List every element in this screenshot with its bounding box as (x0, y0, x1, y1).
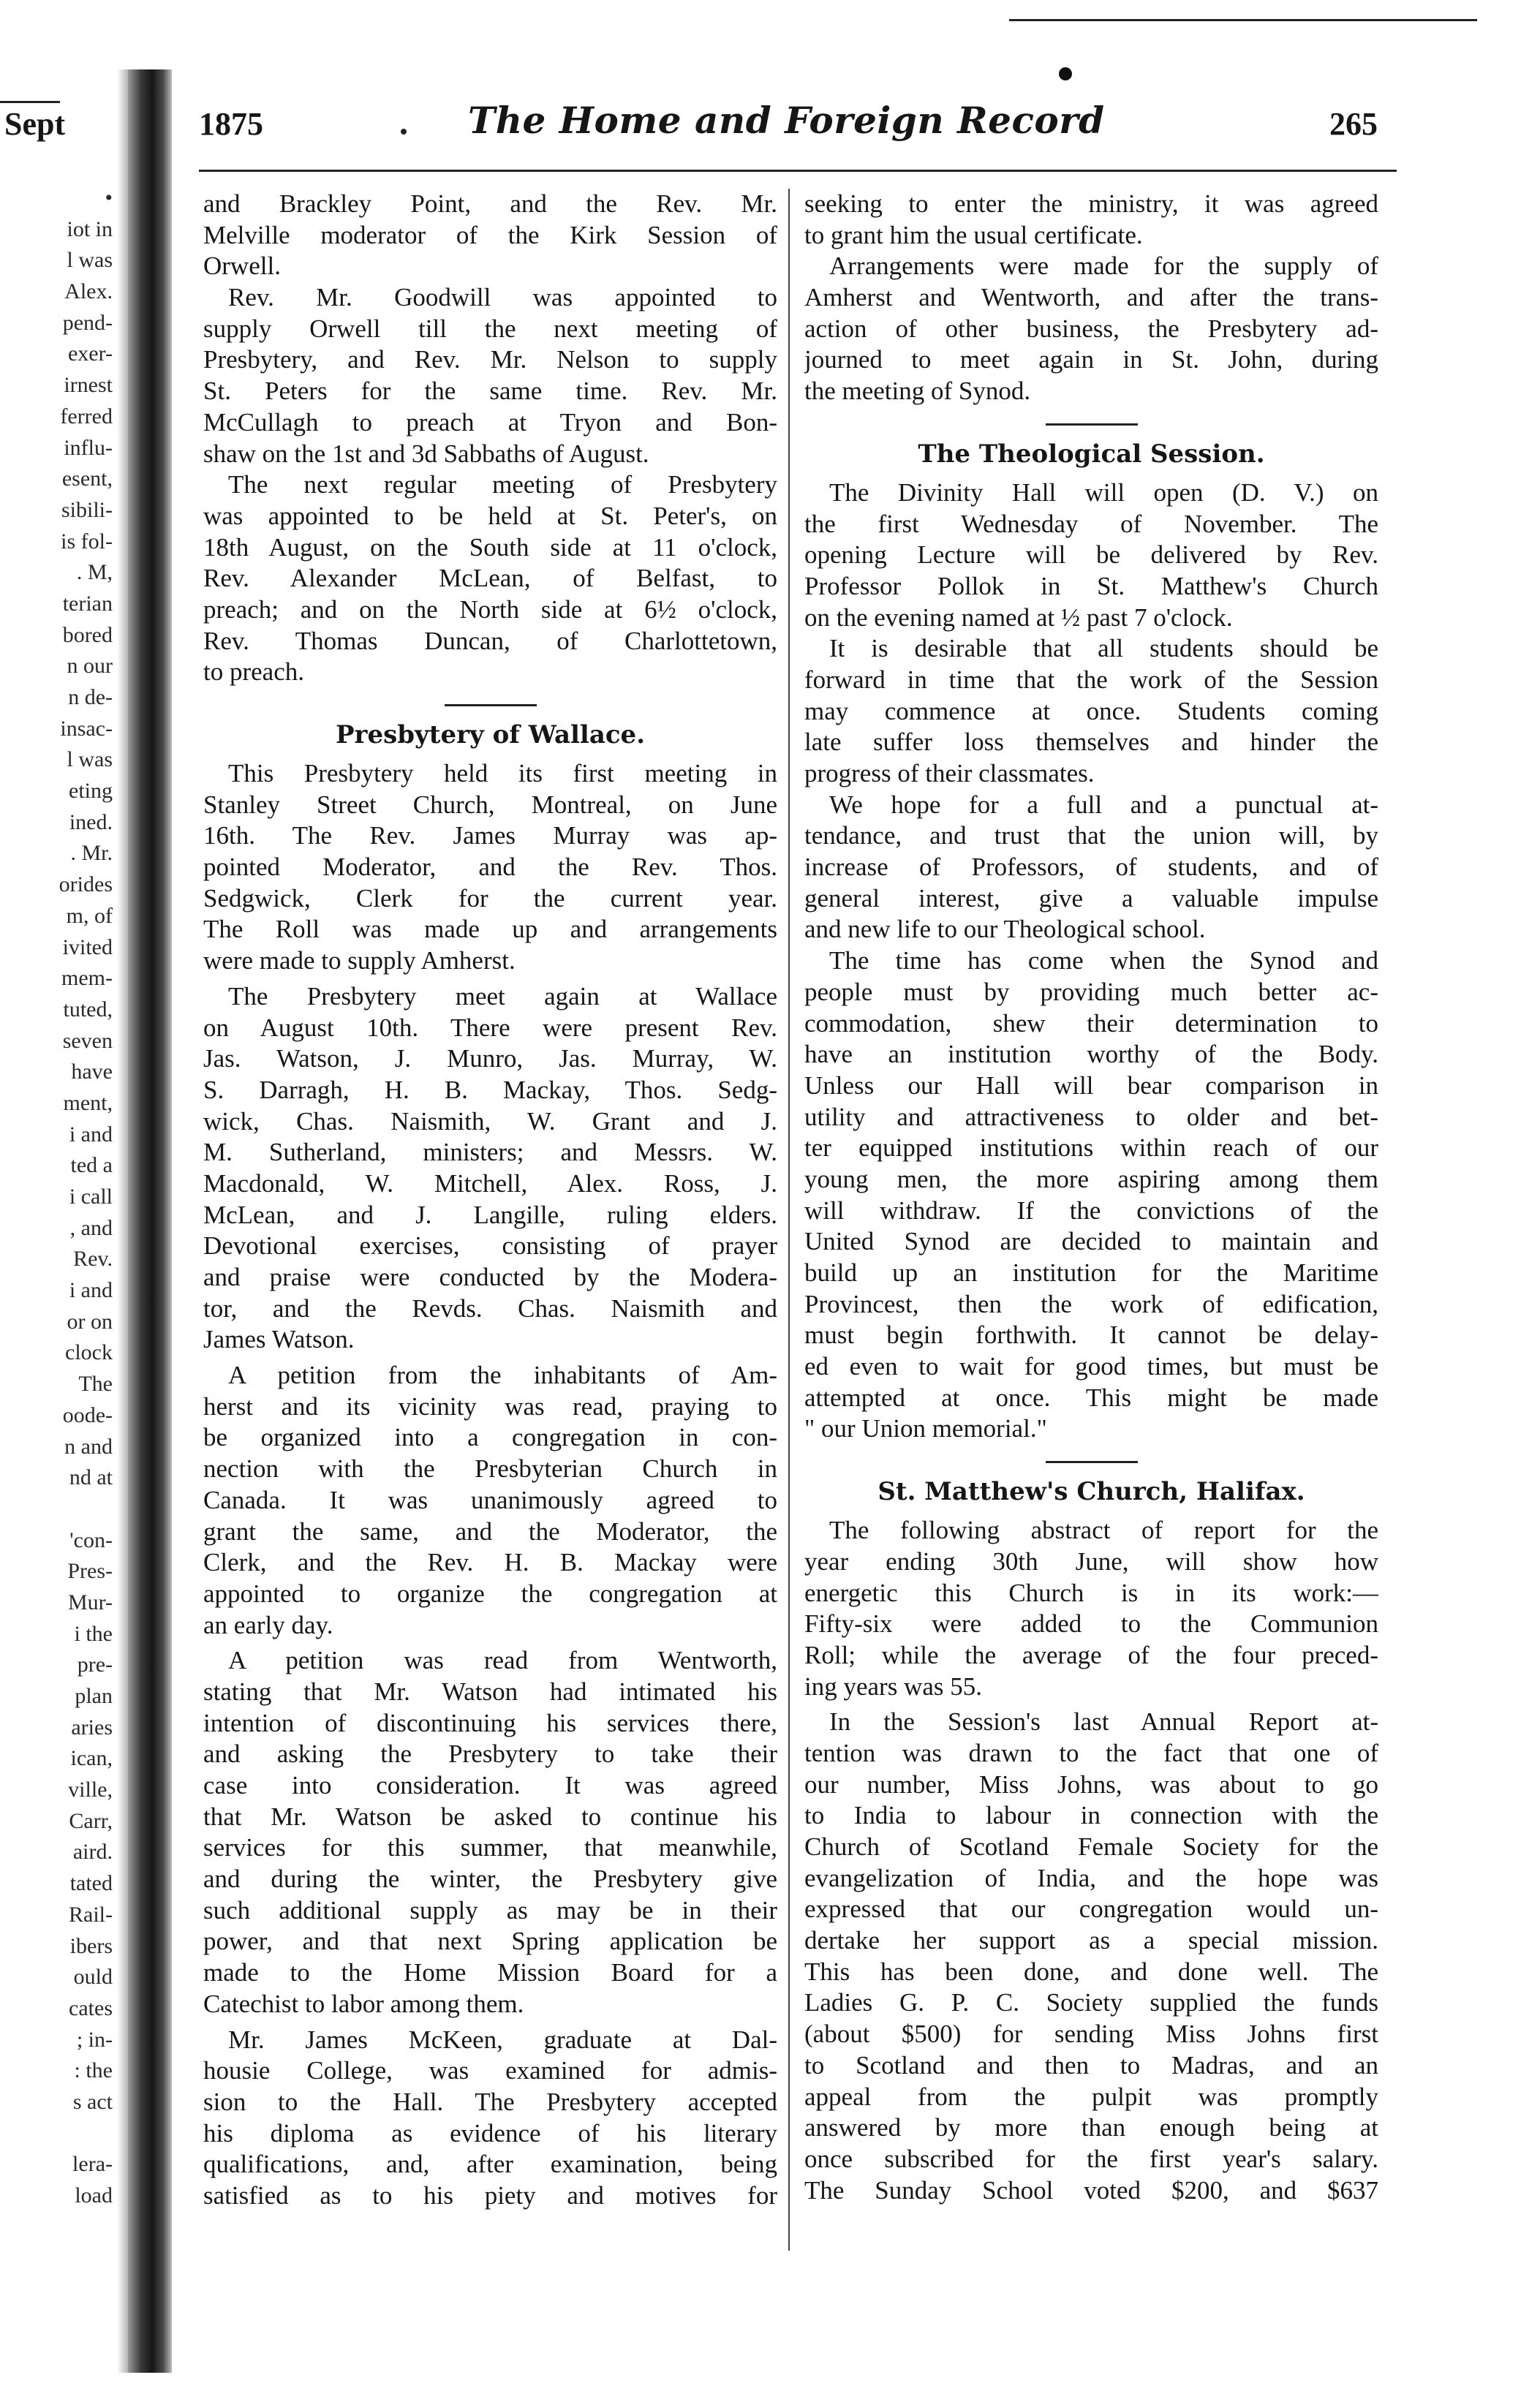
text-line: case into consideration. It was agreed (203, 1771, 777, 1799)
edge-fragment: mem- (61, 966, 113, 991)
text-line: A petition was read from Wentworth, (228, 1646, 777, 1675)
edge-fragment: seven (62, 1028, 113, 1053)
section-heading-theological: The Theological Session. (918, 439, 1265, 469)
text-line: was appointed to be held at St. Peter's, on (203, 501, 777, 530)
text-line: We hope for a full and a punctual at- (829, 790, 1378, 819)
text-line: late suffer loss themselves and hinder the (804, 728, 1378, 757)
edge-fragment: l was (67, 248, 113, 273)
edge-fragment: insac- (60, 716, 113, 741)
text-line: were made to supply Amherst. (203, 946, 516, 975)
text-line: services for this summer, that meanwhile, (203, 1833, 777, 1862)
text-line: Melville moderator of the Kirk Session of (203, 220, 777, 249)
binding-shadow (117, 69, 129, 2373)
text-line: Catechist to labor among them. (203, 1989, 524, 2018)
edge-fragment: ivited (62, 934, 113, 959)
text-line: The Roll was made up and arrangements (203, 915, 777, 944)
scan-artifact-top (1009, 19, 1477, 21)
edge-fragment: iot in (67, 216, 113, 241)
page-number: 265 (1329, 106, 1378, 142)
paragraph (203, 189, 777, 282)
text-line: tention was drawn to the fact that one of (804, 1738, 1378, 1767)
journal-title: The Home and Foreign Record (468, 99, 1105, 142)
text-line: United Synod are decided to maintain and (804, 1227, 1378, 1256)
edge-fragment: tuted, (63, 997, 113, 1021)
text-line: build up an institution for the Maritime (804, 1258, 1378, 1287)
edge-fragment: ibers (69, 1933, 113, 1958)
text-line: Roll; while the average of the four preced- (804, 1640, 1378, 1669)
edge-fragment: influ- (64, 435, 113, 460)
text-line: on the evening named at ½ past 7 o'clock. (804, 603, 1233, 632)
text-line: M. Sutherland, ministers; and Messrs. W. (203, 1138, 777, 1167)
edge-fragment: Carr, (69, 1808, 113, 1833)
header-separator-dot (401, 129, 407, 135)
text-line: answered by more than enough being at (804, 2113, 1378, 2142)
text-line: stating that Mr. Watson had intimated his (203, 1677, 777, 1706)
edge-fragment: have (71, 1060, 113, 1084)
edge-fragment: oode- (62, 1402, 113, 1427)
edge-fragment: Pres- (67, 1559, 113, 1584)
text-line: preach; and on the North side at 6½ o'clock, (203, 594, 777, 624)
text-line: young men, the more aspiring among them (804, 1164, 1378, 1193)
text-line: The Presbytery meet again at Wallace (228, 981, 777, 1011)
text-line: housie College, was examined for admis- (203, 2056, 777, 2085)
edge-fragment: ment, (63, 1090, 113, 1115)
text-line: have an institution worthy of the Body. (804, 1040, 1378, 1069)
text-line: " our Union memorial." (804, 1414, 1047, 1443)
text-line: seeking to enter the ministry, it was agreed (804, 189, 1378, 218)
edge-fragment: pend- (62, 310, 113, 335)
text-line: to grant him the usual certificate. (804, 220, 1143, 249)
paragraph (804, 633, 1378, 789)
edge-fragment: ican, (70, 1746, 113, 1771)
text-line: forward in time that the work of the Session (804, 665, 1378, 694)
text-line: action of other business, the Presbytery ad- (804, 314, 1378, 343)
paragraph (804, 1515, 1378, 1702)
scan-artifact-edge (0, 101, 60, 103)
text-line: and during the winter, the Presbytery give (203, 1865, 777, 1894)
edge-fragment: Rail- (69, 1902, 113, 1927)
paragraph (804, 945, 1378, 1445)
edge-fragment: pre- (77, 1653, 113, 1677)
text-line: nection with the Presbyterian Church in (203, 1454, 777, 1484)
text-line: Rev. Thomas Duncan, of Charlottetown, (203, 626, 777, 655)
edge-fragment: Alex. (64, 279, 113, 304)
edge-fragment: ould (73, 1965, 113, 1990)
text-line: to Scotland and then to Madras, and an (804, 2050, 1378, 2080)
text-line: herst and its vicinity was read, praying to (203, 1391, 777, 1421)
edge-fragment: n and (64, 1434, 113, 1459)
ink-dot (1059, 67, 1072, 80)
paragraph (203, 1645, 777, 2020)
text-line: utility and attractiveness to older and bet- (804, 1102, 1378, 1131)
paragraph (203, 2025, 777, 2212)
text-line: supply Orwell till the next meeting of (203, 314, 777, 343)
text-line: ter equipped institutions within reach of our (804, 1133, 1378, 1163)
edge-fragment: i and (69, 1122, 113, 1147)
section-heading-halifax: St. Matthew's Church, Halifax. (877, 1477, 1305, 1507)
text-line: attempted at once. This might be made (804, 1383, 1378, 1412)
text-line: the first Wednesday of November. The (804, 509, 1378, 538)
text-line: and new life to our Theological school. (804, 915, 1206, 944)
edge-fragment: The (78, 1372, 113, 1397)
edge-fragment (0, 1494, 117, 1525)
edge-fragment: tated (69, 1871, 113, 1896)
edge-fragment: • (105, 186, 113, 210)
edge-fragment: l was (67, 747, 113, 772)
edge-fragment: lera- (72, 2152, 113, 2177)
text-line: to India to labour in connection with the (804, 1801, 1378, 1830)
paragraph (203, 469, 777, 688)
text-line: 16th. The Rev. James Murray was ap- (203, 821, 777, 850)
text-line: This Presbytery held its first meeting in (228, 759, 777, 788)
column-divider (788, 189, 790, 2251)
text-line: The next regular meeting of Presbytery (228, 470, 777, 499)
text-line: Rev. Mr. Goodwill was appointed to (228, 283, 777, 312)
text-line: St. Peters for the same time. Rev. Mr. (203, 377, 777, 406)
text-line: power, and that next Spring application be (203, 1927, 777, 1956)
text-line: McLean, and J. Langille, ruling elders. (203, 1200, 777, 1229)
edge-fragment: aird. (72, 1840, 113, 1865)
adjacent-page-fragments (0, 183, 117, 2212)
text-line: the meeting of Synod. (804, 377, 1031, 406)
text-line: Macdonald, W. Mitchell, Alex. Ross, J. (203, 1168, 777, 1198)
text-line: pointed Moderator, and the Rev. Thos. (203, 853, 777, 882)
text-line: The Divinity Hall will open (D. V.) on (829, 477, 1378, 507)
text-line: A petition from the inhabitants of Am- (228, 1361, 777, 1390)
paragraph (804, 189, 1378, 251)
paragraph (804, 251, 1378, 407)
edge-fragment: . M, (76, 560, 113, 585)
text-line: Amherst and Wentworth, and after the trans- (804, 283, 1378, 312)
book-spine (128, 69, 172, 2373)
text-line: Church of Scotland Female Society for the (804, 1832, 1378, 1861)
text-line: evangelization of India, and the hope was (804, 1863, 1378, 1892)
text-line: Presbytery, and Rev. Mr. Nelson to supply (203, 345, 777, 374)
edge-fragment: exer- (67, 341, 113, 366)
text-line: be organized into a congregation in con- (203, 1423, 777, 1452)
edge-fragment: orides (58, 872, 113, 897)
text-line: tendance, and trust that the union will, by (804, 821, 1378, 850)
text-line: dertake her support as a special mission. (804, 1926, 1378, 1955)
text-line: expressed that our congregation would un- (804, 1895, 1378, 1924)
text-line: Ladies G. P. C. Society supplied the funds (804, 1988, 1378, 2017)
edge-fragment: i call (69, 1185, 113, 1209)
text-line: intention of discontinuing his services there, (203, 1708, 777, 1737)
text-line: grant the same, and the Moderator, the (203, 1517, 777, 1546)
text-line: and praise were conducted by the Modera- (203, 1263, 777, 1291)
paragraph (804, 1707, 1378, 2206)
text-line: appeal from the pulpit was promptly (804, 2082, 1378, 2111)
text-line: general interest, give a valuable impulse (804, 883, 1378, 913)
edge-fragment: s act (72, 2089, 113, 2114)
edge-fragment: ined. (69, 809, 113, 834)
edge-fragment: terian (62, 591, 113, 616)
text-line: Clerk, and the Rev. H. B. Mackay were (203, 1548, 777, 1577)
text-line: progress of their classmates. (804, 759, 1095, 788)
text-line: In the Session's last Annual Report at- (829, 1707, 1378, 1737)
text-line: once subscribed for the first year's salary. (804, 2144, 1378, 2173)
section-heading-wallace: Presbytery of Wallace. (335, 720, 646, 749)
header-rule (199, 170, 1397, 172)
text-line: Fifty-six were added to the Communion (804, 1609, 1378, 1639)
edge-fragment: Mur- (67, 1590, 113, 1614)
text-line: people must by providing much better ac- (804, 977, 1378, 1006)
paragraph (203, 282, 777, 469)
paragraph (203, 981, 777, 1356)
column-left (203, 189, 777, 2212)
text-line: Arrangements were made for the supply of (829, 252, 1378, 281)
edge-fragment: ferred (60, 404, 113, 428)
text-line: Devotional exercises, consisting of prayer (203, 1231, 777, 1261)
edge-fragment: 'con- (69, 1527, 113, 1552)
edge-fragment: load (75, 2183, 113, 2208)
text-line: Provincest, then the work of edification, (804, 1289, 1378, 1318)
edge-fragment: plan (75, 1684, 113, 1708)
edge-fragment (0, 2118, 117, 2150)
edge-fragment: is fol- (61, 529, 113, 554)
text-line: opening Lecture will be delivered by Rev. (804, 540, 1378, 570)
text-line: Stanley Street Church, Montreal, on June (203, 790, 777, 819)
section-rule (203, 698, 777, 711)
edge-fragment: sibili- (61, 497, 113, 522)
text-line: and Brackley Point, and the Rev. Mr. (203, 189, 777, 218)
edge-fragment: i and (69, 1278, 113, 1303)
text-line: The time has come when the Synod and (829, 946, 1378, 975)
text-line: This has been done, and done well. The (804, 1957, 1378, 1986)
text-line: Mr. James McKeen, graduate at Dal- (228, 2025, 777, 2054)
text-line: It is desirable that all students should be (829, 634, 1378, 663)
text-line: The Sunday School voted $200, and $637 (804, 2175, 1378, 2205)
paragraph (203, 1360, 777, 1641)
text-line: must begin forthwith. It cannot be delay- (804, 1321, 1378, 1350)
edge-fragment: , and (69, 1215, 113, 1240)
edge-fragment: n our (67, 654, 113, 679)
edge-fragment: n de- (68, 685, 113, 709)
edge-fragment: . Mr. (70, 841, 113, 866)
text-line: appointed to organize the congregation at (203, 1579, 777, 1608)
edge-fragment: Rev. (73, 1247, 113, 1272)
edge-fragment: eting (69, 779, 113, 804)
edge-fragment: ; in- (76, 2027, 113, 2052)
text-line: S. Darragh, H. B. Mackay, Thos. Sedg- (203, 1075, 777, 1104)
paragraph (804, 477, 1378, 633)
text-line: ed even to wait for good times, but must be (804, 1352, 1378, 1381)
text-line: made to the Home Mission Board for a (203, 1958, 777, 1987)
text-line: shaw on the 1st and 3d Sabbaths of August. (203, 439, 649, 468)
header-year: 1875 (199, 106, 263, 142)
text-line: our number, Miss Johns, was about to go (804, 1770, 1378, 1799)
text-line: Professor Pollok in St. Matthew's Church (804, 571, 1378, 600)
text-line: will withdraw. If the convictions of the (804, 1196, 1378, 1225)
text-line: 18th August, on the South side at 11 o'clock, (203, 532, 777, 562)
text-line: Unless our Hall will bear comparison in (804, 1070, 1378, 1100)
text-line: may commence at once. Students coming (804, 696, 1378, 725)
edge-fragment: ville, (68, 1778, 113, 1802)
text-line: that Mr. Watson be asked to continue his (203, 1802, 777, 1831)
text-line: his diploma as evidence of his literary (203, 2118, 777, 2148)
text-line: Sedgwick, Clerk for the current year. (203, 883, 777, 913)
text-line: satisfied as to his piety and motives for (203, 2180, 777, 2210)
edge-fragment: aries (71, 1715, 113, 1740)
edge-fragment: bored (62, 622, 113, 647)
paragraph (203, 758, 777, 977)
text-line: increase of Professors, of students, and of (804, 853, 1378, 882)
edge-fragment: : the (74, 2058, 113, 2083)
edge-fragment: m, of (66, 903, 113, 928)
text-line: qualifications, and, after examination, being (203, 2150, 777, 2179)
column-right (804, 189, 1378, 2206)
text-line: Canada. It was unanimously agreed to (203, 1485, 777, 1514)
edge-fragment: i the (74, 1621, 113, 1646)
text-line: ing years was 55. (804, 1672, 983, 1701)
text-line: on August 10th. There were present Rev. (203, 1013, 777, 1042)
edge-fragment: esent, (61, 467, 113, 491)
text-line: James Watson. (203, 1325, 355, 1354)
edge-fragment: clock (65, 1340, 113, 1365)
text-line: year ending 30th June, will show how (804, 1546, 1378, 1576)
left-page-month: Sept (4, 106, 66, 142)
text-line: Orwell. (203, 252, 281, 281)
text-line: energetic this Church is in its work:— (804, 1578, 1378, 1607)
text-line: such additional supply as may be in their (203, 1895, 777, 1925)
text-line: McCullagh to preach at Tryon and Bon- (203, 407, 777, 437)
text-line: (about $500) for sending Miss Johns first (804, 2020, 1378, 2049)
text-line: Rev. Alexander McLean, of Belfast, to (203, 564, 777, 593)
text-line: wick, Chas. Naismith, W. Grant and J. (203, 1106, 777, 1136)
text-line: The following abstract of report for the (829, 1516, 1378, 1545)
text-line: to preach. (203, 657, 304, 687)
text-line: tor, and the Revds. Chas. Naismith and (203, 1293, 777, 1323)
text-line: and asking the Presbytery to take their (203, 1740, 777, 1769)
text-line: commodation, shew their determination to (804, 1008, 1378, 1038)
text-line: sion to the Hall. The Presbytery accepted (203, 2087, 777, 2116)
edge-fragment: or on (67, 1309, 113, 1334)
text-line: journed to meet again in St. John, during (804, 345, 1378, 374)
paragraph (804, 790, 1378, 945)
text-line: an early day. (203, 1610, 333, 1639)
text-line: Jas. Watson, J. Munro, Jas. Murray, W. (203, 1044, 777, 1073)
edge-fragment: nd at (69, 1465, 113, 1490)
edge-fragment: irnest (64, 373, 113, 398)
section-rule (804, 1455, 1378, 1468)
edge-fragment: cates (69, 1995, 113, 2020)
section-rule (804, 418, 1378, 431)
edge-fragment: ted a (70, 1153, 113, 1178)
